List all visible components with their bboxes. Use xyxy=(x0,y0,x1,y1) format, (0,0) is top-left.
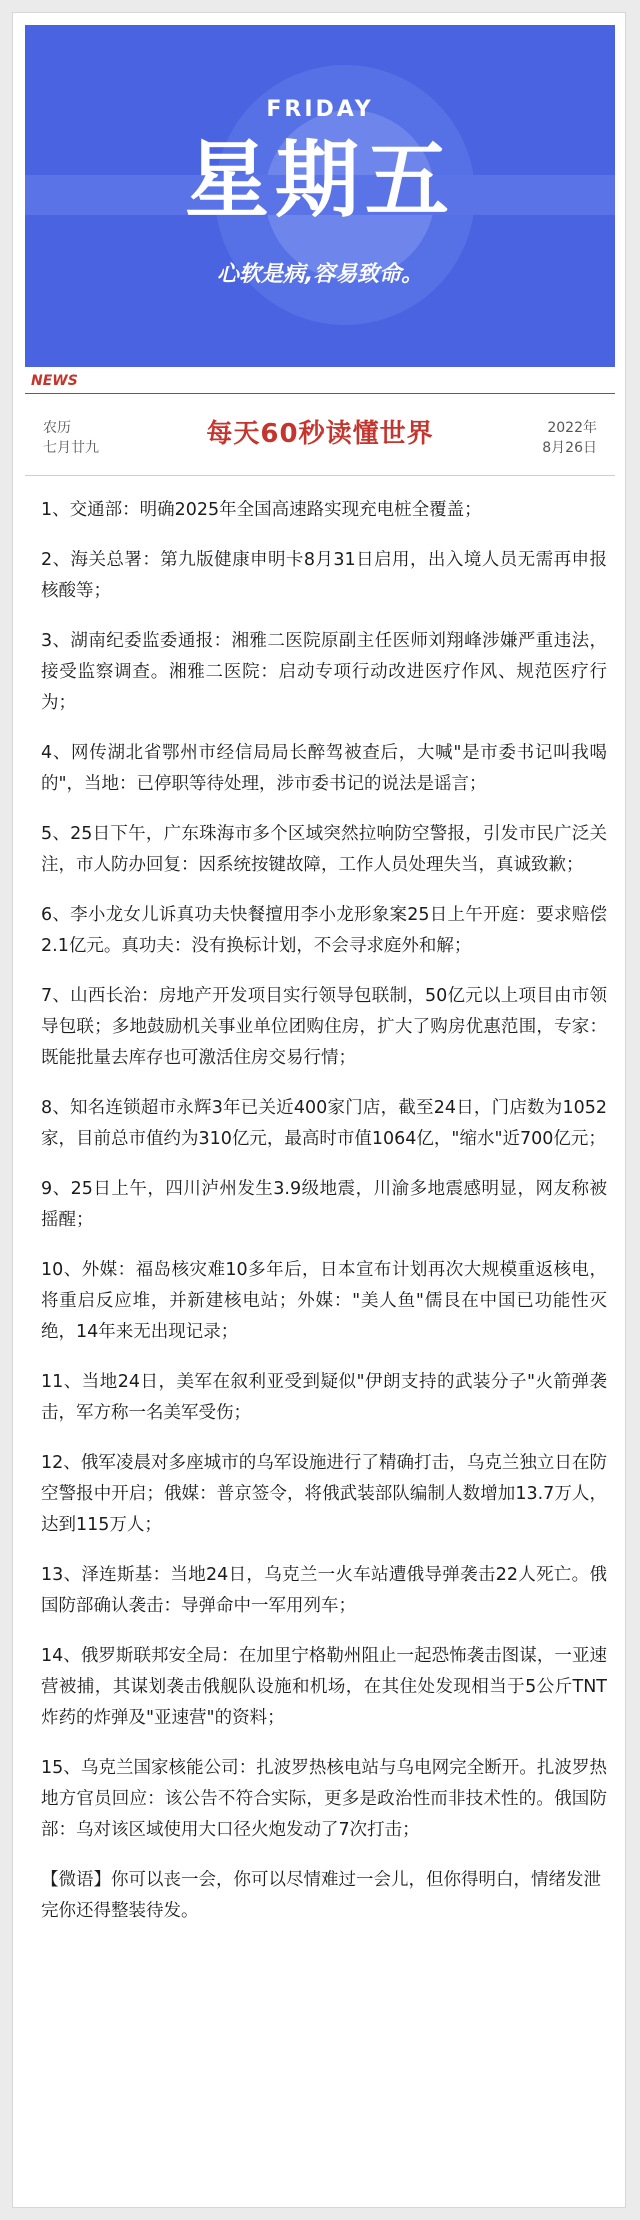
news-item: 11、当地24日，美军在叙利亚受到疑似"伊朗支持的武装分子"火箭弹袭击，军方称一名美军受伤； xyxy=(41,1372,607,1423)
article-card xyxy=(12,12,626,2208)
news-item: 6、李小龙女儿诉真功夫快餐擅用李小龙形象案25日上午开庭：要求赔偿2.1亿元。真功夫：没有换标计划，不会寻求庭外和解； xyxy=(41,905,607,956)
news-list xyxy=(41,495,607,1945)
news-item: 4、网传湖北省鄂州市经信局局长醉驾被查后，大喊"是市委书记叫我喝的"，当地：已停职等待处理，涉市委书记的说法是谣言； xyxy=(41,743,607,794)
news-item: 14、俄罗斯联邦安全局：在加里宁格勒州阻止一起恐怖袭击图谋，一亚速营被捕，其谋划袭击俄舰队设施和机场，在其住处发现相当于5公斤TNT炸药的炸弹及"亚速营"的资料； xyxy=(41,1646,607,1728)
news-item: 15、乌克兰国家核能公司：扎波罗热核电站与乌电网完全断开。扎波罗热地方官员回应：该公告不符合实际，更多是政治性而非技术性的。俄国防部：乌对该区域使用大口径火炮发动了7次打击； xyxy=(41,1758,607,1840)
dateline-divider xyxy=(25,475,615,476)
daily-quote: 【微语】你可以丧一会，你可以尽情难过一会儿，但你得明白，情绪发泄完你还得整装待发。 xyxy=(41,1870,601,1921)
gregorian-year: 2022年 xyxy=(547,420,597,436)
news-item: 10、外媒：福岛核灾难10多年后，日本宣布计划再次大规模重返核电，将重启反应堆，并新建核电站；外媒："美人鱼"儒艮在中国已功能性灭绝，14年来无出现记录； xyxy=(41,1260,607,1342)
news-item: 3、湖南纪委监委通报：湘雅二医院原副主任医师刘翔峰涉嫌严重违法，接受监察调查。湘雅二医院：启动专项行动改进医疗作风、规范医疗行为； xyxy=(41,631,607,713)
news-item: 12、俄军凌晨对多座城市的乌军设施进行了精确打击，乌克兰独立日在防空警报中开启；俄媒：普京签令，将俄武装部队编制人数增加13.7万人，达到115万人； xyxy=(41,1453,607,1535)
lunar-date: 七月廿九 xyxy=(43,440,99,456)
news-item: 7、山西长治：房地产开发项目实行领导包联制，50亿元以上项目由市领导包联；多地鼓励机关事业单位团购住房，扩大了购房优惠范围，专家：既能批量去库存也可激活住房交易行情； xyxy=(41,986,607,1068)
gregorian-date: 8月26日 xyxy=(542,440,597,456)
news-item: 8、知名连锁超市永辉3年已关近400家门店，截至24日，门店数为1052家，目前总市值约为310亿元，最高时市值1064亿，"缩水"近700亿元； xyxy=(41,1098,607,1149)
day-banner xyxy=(25,25,615,367)
news-item: 1、交通部：明确2025年全国高速路实现充电桩全覆盖； xyxy=(41,500,482,520)
dateline xyxy=(25,401,615,473)
news-item: 13、泽连斯基：当地24日，乌克兰一火车站遭俄导弹袭击22人死亡。俄国防部确认袭击：导弹命中一军用列车； xyxy=(41,1565,607,1616)
lunar-label: 农历 xyxy=(43,420,71,436)
page-title: 每天60秒读懂世界 xyxy=(206,419,434,449)
news-item: 9、25日上午，四川泸州发生3.9级地震，川渝多地震感明显，网友称被摇醒； xyxy=(41,1179,607,1230)
weekday-english: FRIDAY xyxy=(266,97,374,122)
news-item: 5、25日下午，广东珠海市多个区域突然拉响防空警报，引发市民广泛关注，市人防办回复：因系统按键故障，工作人员处理失当，真诚致歉； xyxy=(41,824,607,875)
news-divider xyxy=(25,393,615,394)
banner-motto: 心软是病,容易致命。 xyxy=(216,262,424,287)
weekday-chinese: 星期五 xyxy=(184,131,455,229)
news-item: 2、海关总署：第九版健康申明卡8月31日启用，出入境人员无需再申报核酸等； xyxy=(41,550,607,601)
news-tag: NEWS xyxy=(31,373,78,389)
